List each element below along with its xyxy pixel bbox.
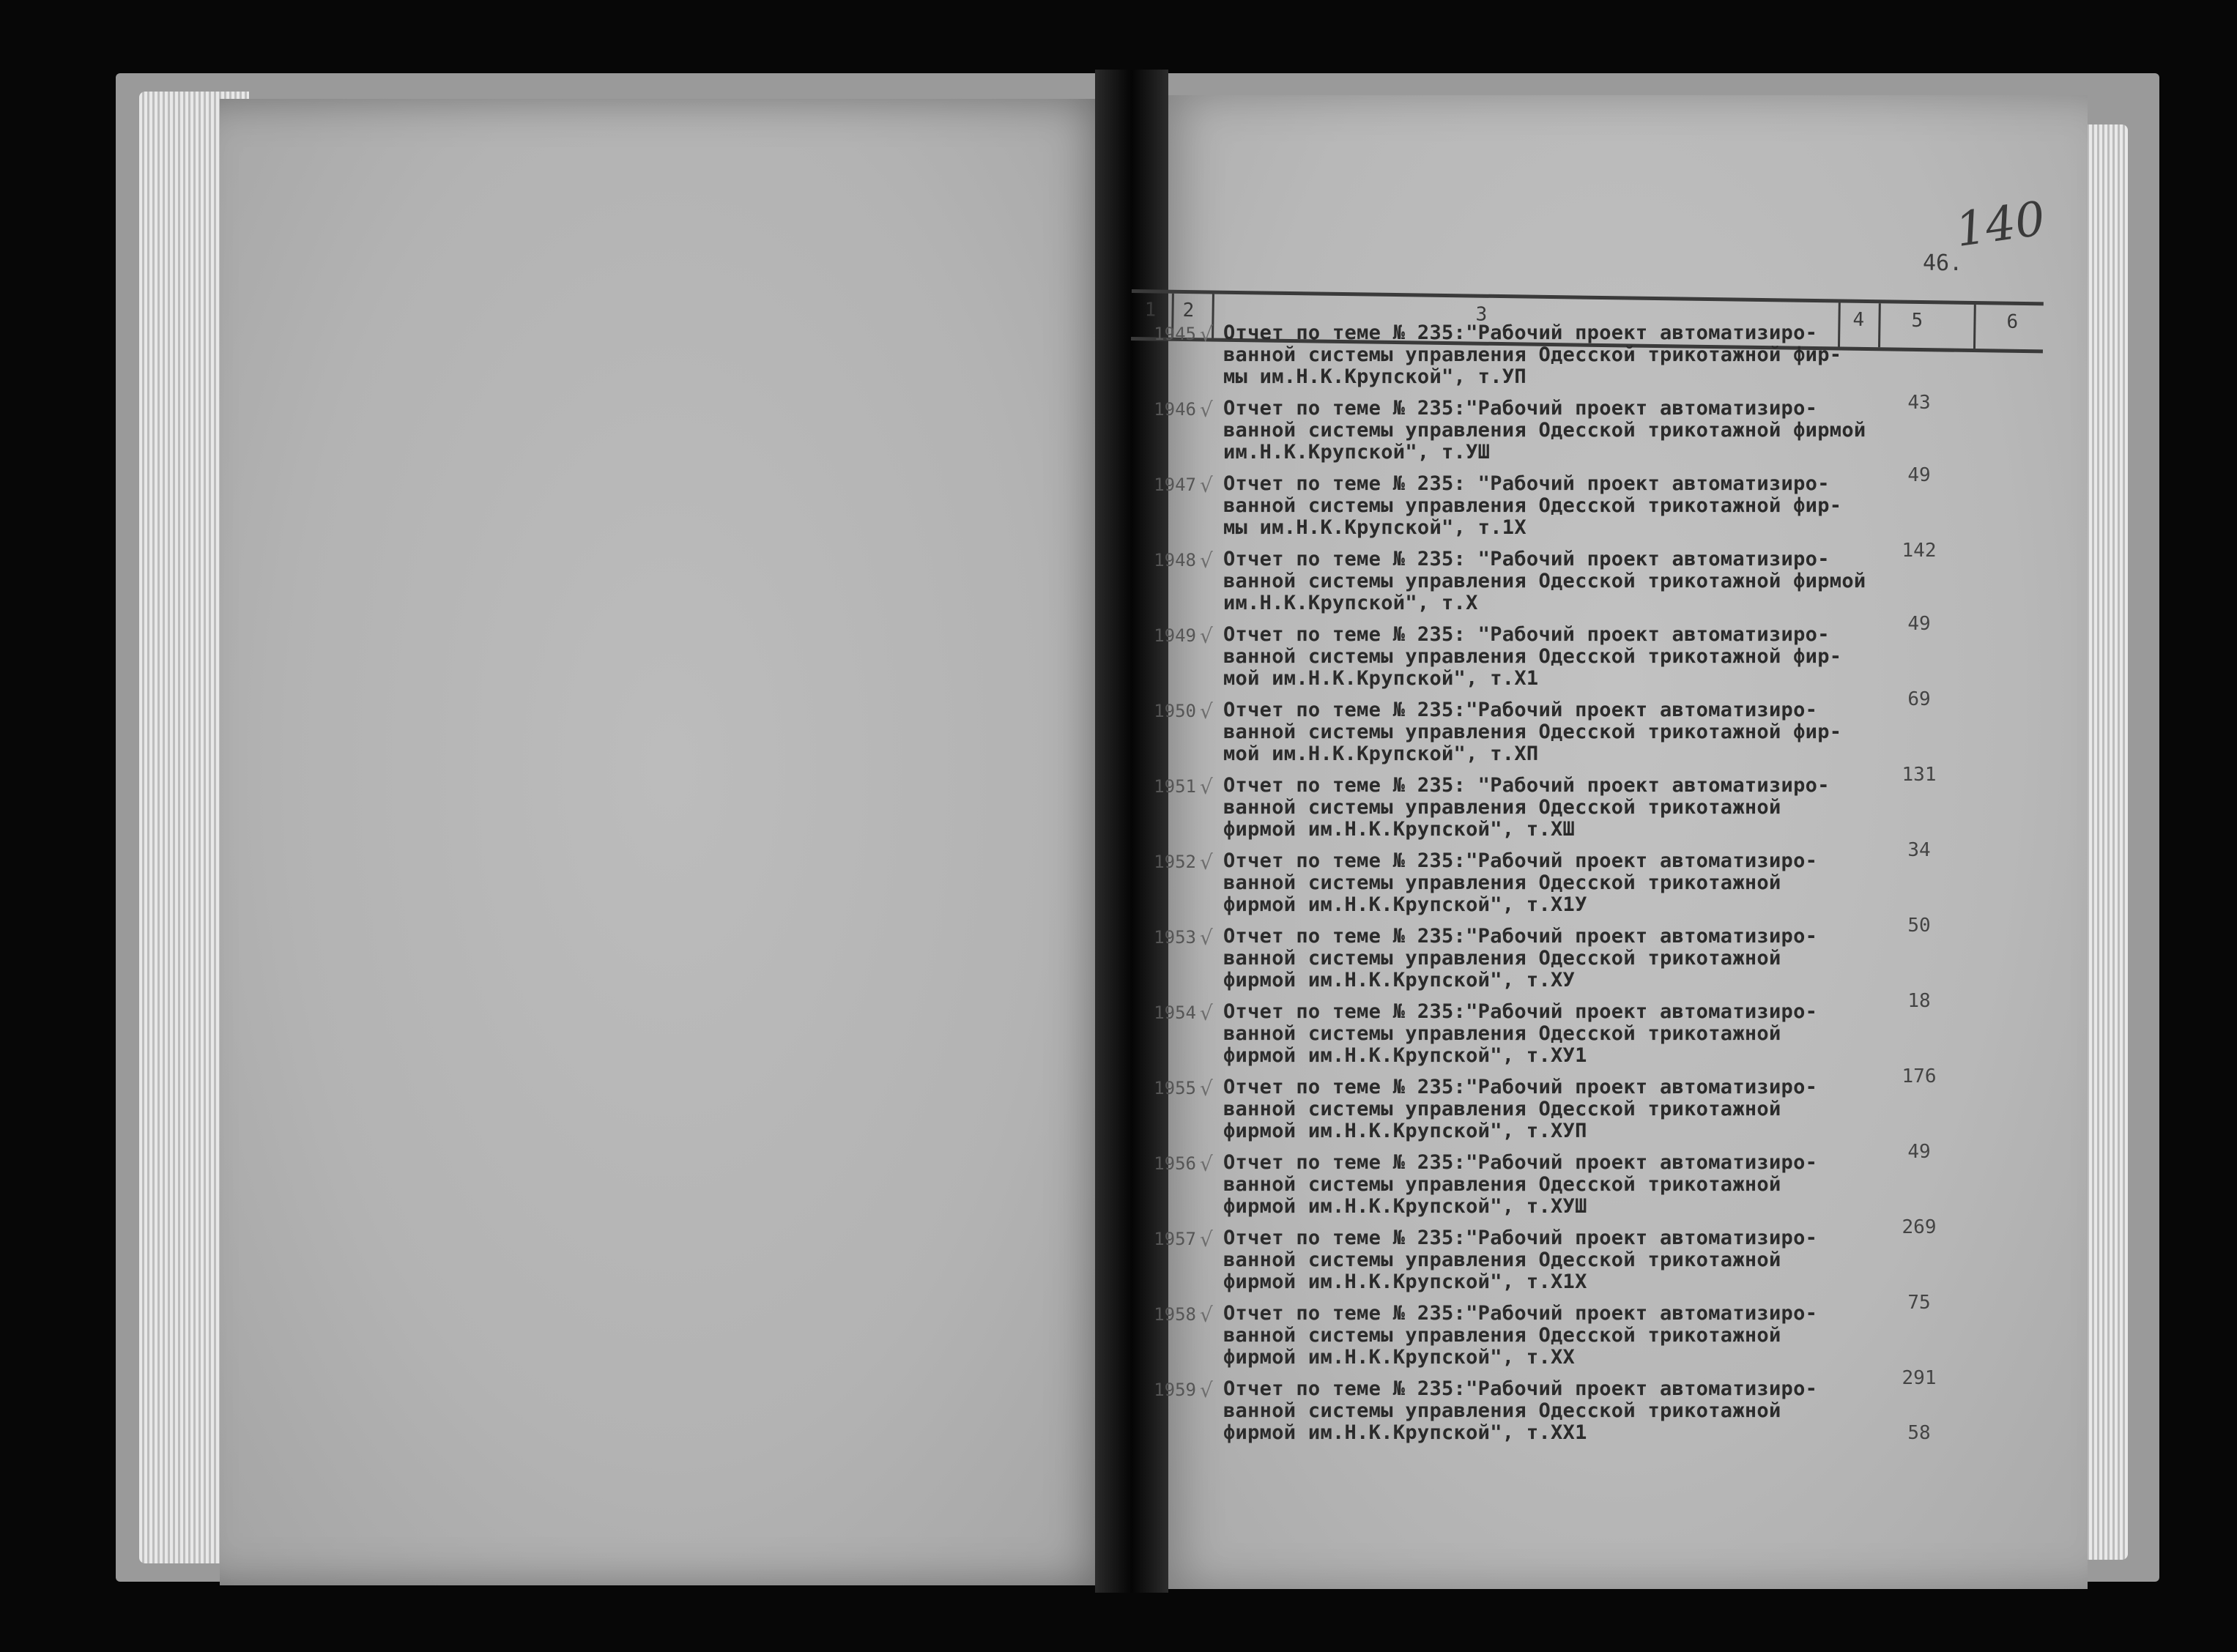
entry-line: ванной системы управления Одесской трикотажной bbox=[1223, 1249, 1781, 1271]
check-mark: √ bbox=[1200, 850, 1213, 874]
folio-number: 140 bbox=[1952, 191, 2049, 258]
page-count: 18 bbox=[1907, 990, 1931, 1012]
inventory-entry bbox=[1132, 688, 2062, 773]
header-col-4: 4 bbox=[1852, 308, 1865, 331]
check-mark: √ bbox=[1200, 322, 1213, 346]
page-count: 176 bbox=[1902, 1065, 1937, 1087]
page-number: 46. bbox=[1923, 250, 1963, 276]
page-count: 43 bbox=[1907, 392, 1931, 414]
header-col-5: 5 bbox=[1911, 309, 1923, 332]
check-mark: √ bbox=[1200, 1076, 1213, 1101]
entry-line: им.Н.К.Крупской", т.Х bbox=[1223, 592, 1478, 614]
inventory-entry bbox=[1132, 1141, 2062, 1225]
page-count: 49 bbox=[1907, 1141, 1931, 1163]
check-mark: √ bbox=[1200, 624, 1213, 648]
entry-line: Отчет по теме № 235:"Рабочий проект автоматизиро- bbox=[1223, 1302, 1818, 1325]
entry-line: ванной системы управления Одесской трикотажной фир- bbox=[1223, 721, 1842, 743]
entry-line: Отчет по теме № 235: "Рабочий проект автоматизиро- bbox=[1223, 548, 1830, 570]
entry-number: 1949 bbox=[1154, 625, 1196, 646]
inventory-entry bbox=[1132, 464, 2062, 546]
check-mark: √ bbox=[1200, 775, 1213, 799]
entry-line: ванной системы управления Одесской трикотажной bbox=[1223, 796, 1781, 819]
inventory-entry bbox=[1132, 540, 2062, 622]
entry-line: ванной системы управления Одесской трикотажной фир- bbox=[1223, 343, 1842, 366]
entry-number: 1954 bbox=[1154, 1002, 1196, 1023]
entry-number: 1945 bbox=[1154, 324, 1196, 344]
check-mark: √ bbox=[1200, 398, 1213, 422]
page-count: 49 bbox=[1907, 464, 1931, 486]
entry-line: фирмой им.Н.К.Крупской", т.ХУ1 bbox=[1223, 1044, 1587, 1067]
entry-line: Отчет по теме № 235:"Рабочий проект автоматизиро- bbox=[1223, 1227, 1818, 1249]
entry-line: Отчет по теме № 235:"Рабочий проект автоматизиро- bbox=[1223, 849, 1818, 872]
page-count: 69 bbox=[1907, 688, 1931, 710]
entry-number: 1957 bbox=[1154, 1229, 1196, 1249]
inventory-entry bbox=[1132, 1216, 2062, 1301]
page-count: 50 bbox=[1907, 915, 1931, 937]
entry-line: ванной системы управления Одесской трикотажной bbox=[1223, 1022, 1781, 1045]
page-count: 75 bbox=[1907, 1292, 1931, 1314]
page-count: 291 bbox=[1902, 1367, 1937, 1389]
page-count: 34 bbox=[1907, 839, 1931, 861]
entry-line: Отчет по теме № 235:"Рабочий проект автоматизиро- bbox=[1223, 1000, 1818, 1023]
header-col-6: 6 bbox=[2006, 310, 2019, 333]
entry-line: Отчет по теме № 235:"Рабочий проект автоматизиро- bbox=[1223, 1151, 1818, 1174]
inventory-entry bbox=[1132, 1367, 2062, 1451]
entry-number: 1950 bbox=[1154, 701, 1196, 721]
check-mark: √ bbox=[1200, 473, 1213, 497]
left-page-blank bbox=[220, 99, 1121, 1585]
entry-line: мы им.Н.К.Крупской", т.1Х bbox=[1223, 516, 1526, 539]
entry-line: фирмой им.Н.К.Крупской", т.ХУП bbox=[1223, 1120, 1587, 1142]
entry-line: Отчет по теме № 235:"Рабочий проект автоматизиро- bbox=[1223, 699, 1818, 721]
entry-line: фирмой им.Н.К.Крупской", т.ХУШ bbox=[1223, 1195, 1587, 1218]
page-count: 269 bbox=[1902, 1216, 1937, 1238]
entry-line: фирмой им.Н.К.Крупской", т.Х1У bbox=[1223, 893, 1587, 916]
entry-line: ванной системы управления Одесской трикотажной фир- bbox=[1223, 645, 1842, 668]
check-mark: √ bbox=[1200, 699, 1213, 723]
page-count: 58 bbox=[1907, 1422, 1931, 1444]
check-mark: √ bbox=[1200, 1378, 1213, 1402]
entry-line: фирмой им.Н.К.Крупской", т.ХХ bbox=[1223, 1346, 1576, 1369]
inventory-list bbox=[1132, 322, 2062, 1465]
entry-line: Отчет по теме № 235:"Рабочий проект автоматизиро- bbox=[1223, 397, 1818, 420]
inventory-entry bbox=[1132, 613, 2062, 697]
check-mark: √ bbox=[1200, 1303, 1213, 1327]
entry-line: Отчет по теме № 235: "Рабочий проект автоматизиро- bbox=[1223, 774, 1830, 797]
page-count: 49 bbox=[1907, 613, 1931, 635]
entry-line: Отчет по теме № 235: "Рабочий проект автоматизиро- bbox=[1223, 623, 1830, 646]
entry-line: ванной системы управления Одесской трикотажной фир- bbox=[1223, 494, 1842, 517]
entry-number: 1946 bbox=[1154, 399, 1196, 420]
entry-line: фирмой им.Н.К.Крупской", т.Х1Х bbox=[1223, 1270, 1587, 1293]
inventory-entry bbox=[1132, 764, 2062, 848]
entry-number: 1953 bbox=[1154, 927, 1196, 948]
entry-line: Отчет по теме № 235: "Рабочий проект автоматизиро- bbox=[1223, 472, 1830, 495]
header-col-1: 1 bbox=[1144, 299, 1157, 321]
entry-line: мой им.Н.К.Крупской", т.ХП bbox=[1223, 743, 1539, 765]
entry-line: мой им.Н.К.Крупской", т.Х1 bbox=[1223, 667, 1539, 690]
inventory-entry bbox=[1132, 1065, 2062, 1150]
entry-number: 1948 bbox=[1154, 550, 1196, 570]
entry-line: ванной системы управления Одесской трикотажной bbox=[1223, 947, 1781, 970]
entry-number: 1947 bbox=[1154, 475, 1196, 495]
entry-line: фирмой им.Н.К.Крупской", т.ХШ bbox=[1223, 818, 1576, 841]
inventory-entry bbox=[1132, 839, 2062, 923]
entry-line: ванной системы управления Одесской трикотажной bbox=[1223, 1173, 1781, 1196]
entry-line: ванной системы управления Одесской трикотажной bbox=[1223, 1399, 1781, 1422]
entry-number: 1952 bbox=[1154, 852, 1196, 872]
entry-line: ванной системы управления Одесской трикотажной фирмой bbox=[1223, 419, 1866, 442]
check-mark: √ bbox=[1200, 926, 1213, 950]
entry-line: ванной системы управления Одесской трикотажной bbox=[1223, 1098, 1781, 1120]
entry-number: 1955 bbox=[1154, 1078, 1196, 1098]
entry-line: Отчет по теме № 235:"Рабочий проект автоматизиро- bbox=[1223, 1076, 1818, 1098]
check-mark: √ bbox=[1200, 1152, 1213, 1176]
check-mark: √ bbox=[1200, 1001, 1213, 1025]
check-mark: √ bbox=[1200, 548, 1213, 573]
inventory-entry bbox=[1132, 915, 2062, 999]
entry-number: 1956 bbox=[1154, 1153, 1196, 1174]
inventory-entry bbox=[1132, 322, 2062, 395]
header-col-2: 2 bbox=[1182, 299, 1195, 322]
page-count: 142 bbox=[1902, 540, 1937, 562]
entry-number: 1959 bbox=[1154, 1380, 1196, 1400]
entry-number: 1951 bbox=[1154, 776, 1196, 797]
inventory-entry bbox=[1132, 990, 2062, 1074]
inventory-entry bbox=[1132, 1292, 2062, 1376]
entry-line: фирмой им.Н.К.Крупской", т.ХУ bbox=[1223, 969, 1576, 991]
entry-line: ванной системы управления Одесской трикотажной фирмой bbox=[1223, 570, 1866, 592]
inventory-entry bbox=[1132, 392, 2062, 471]
page-count: 131 bbox=[1902, 764, 1937, 786]
entry-number: 1958 bbox=[1154, 1304, 1196, 1325]
header-col-3: 3 bbox=[1475, 303, 1488, 326]
check-mark: √ bbox=[1200, 1227, 1213, 1251]
entry-line: мы им.Н.К.Крупской", т.УП bbox=[1223, 365, 1526, 388]
entry-line: Отчет по теме № 235:"Рабочий проект автоматизиро- bbox=[1223, 321, 1818, 344]
entry-line: ванной системы управления Одесской трикотажной bbox=[1223, 1324, 1781, 1347]
entry-line: ванной системы управления Одесской трикотажной bbox=[1223, 871, 1781, 894]
entry-line: Отчет по теме № 235:"Рабочий проект автоматизиро- bbox=[1223, 925, 1818, 948]
entry-line: Отчет по теме № 235:"Рабочий проект автоматизиро- bbox=[1223, 1377, 1818, 1400]
entry-line: им.Н.К.Крупской", т.УШ bbox=[1223, 441, 1491, 464]
entry-line: фирмой им.Н.К.Крупской", т.ХХ1 bbox=[1223, 1421, 1587, 1444]
